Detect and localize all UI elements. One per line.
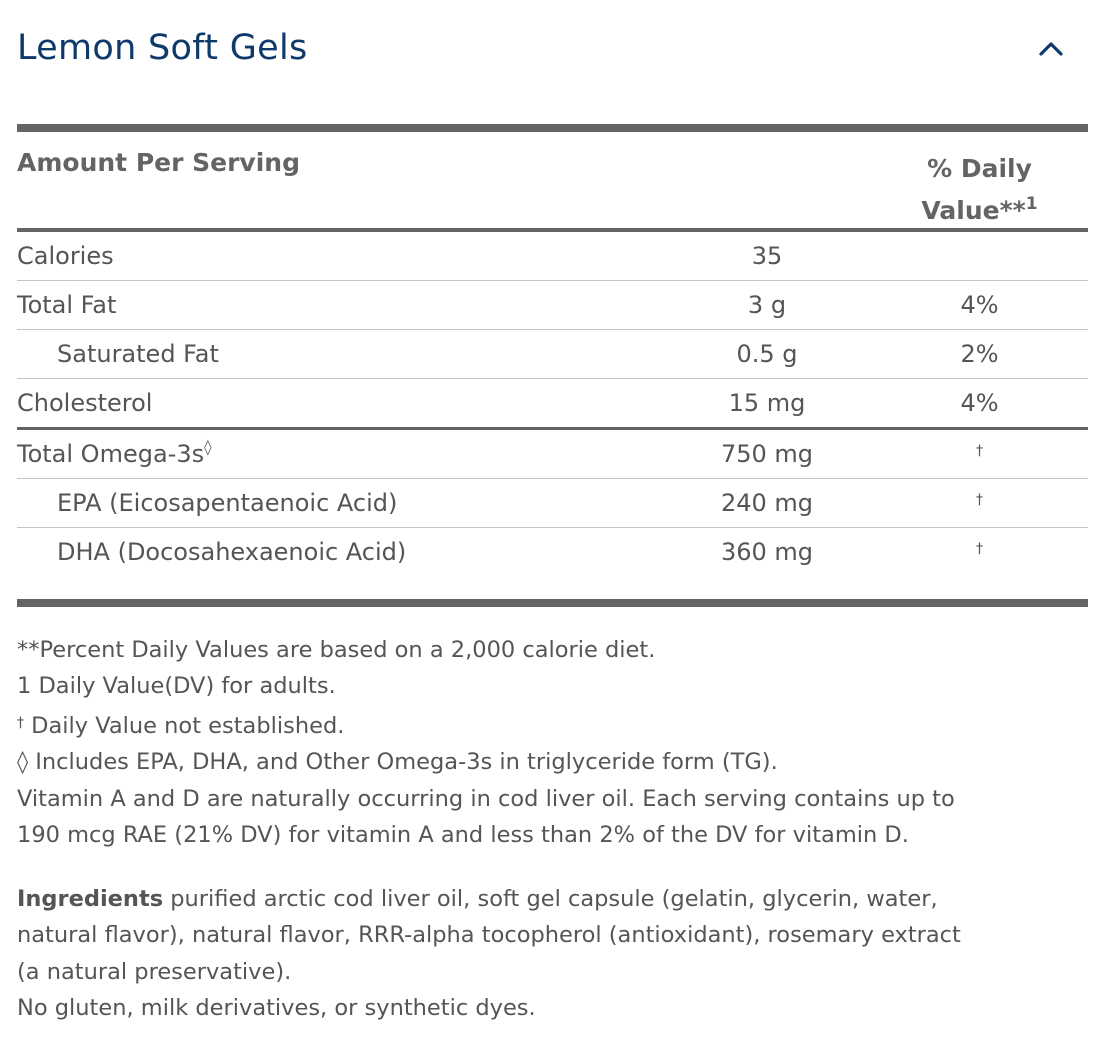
footnote-dagger (17, 705, 1092, 744)
allergen-note: No gluten, milk derivatives, or synthetic dyes. (17, 995, 536, 1022)
footnote-vitamins-line1: Vitamin A and D are naturally occurring in cod liver oil. Each serving contains up to (17, 785, 955, 812)
footnote-dagger-text: Daily Value not established. (24, 712, 345, 739)
nutrient-name: Cholesterol (17, 389, 153, 417)
nutrient-name: Calories (17, 242, 114, 270)
daily-value-header-sup: 1 (1025, 194, 1038, 214)
ingredients-line2: natural flavor), natural flavor, RRR-alpha tocopherol (antioxidant), rosemary extract (17, 922, 961, 949)
daily-value-header-line2: Value** (921, 196, 1026, 225)
footnote-dv-basis: **Percent Daily Values are based on a 2,000 calorie diet. (17, 637, 656, 663)
nutrient-name: EPA (Eicosapentaenoic Acid) (57, 489, 398, 517)
nutrient-name-text: Total Omega-3s (17, 440, 205, 468)
nutrient-daily-value: † (976, 541, 983, 557)
dagger-symbol: † (17, 714, 24, 731)
nutrient-daily-value: 4% (960, 291, 999, 319)
daily-value-header (907, 148, 1052, 232)
nutrient-name: DHA (Docosahexaenoic Acid) (57, 538, 407, 566)
nutrient-name (17, 430, 212, 478)
lozenge-symbol: ◊ (204, 438, 212, 456)
table-bottom-spacer (17, 576, 1088, 599)
ingredients-section (17, 881, 1092, 1027)
nutrient-daily-value: † (976, 443, 983, 459)
footnote-vitamins-line2: 190 mcg RAE (21% DV) for vitamin A and less than 2% of the DV for vitamin D. (17, 822, 909, 849)
amount-per-serving-header: Amount Per Serving (17, 148, 300, 177)
nutrient-daily-value: † (976, 492, 983, 508)
nutrient-amount: 0.5 g (736, 340, 798, 368)
nutrient-amount: 3 g (747, 291, 787, 319)
daily-value-header-line1: % Daily (927, 154, 1032, 183)
ingredients-label: Ingredients (17, 886, 164, 912)
nutrient-amount: 15 mg (728, 389, 806, 417)
bottom-rule (17, 599, 1088, 607)
table-row (17, 232, 1088, 280)
table-row (17, 330, 1088, 378)
table-row (17, 379, 1088, 427)
top-rule (17, 124, 1088, 132)
ingredients-text: purified arctic cod liver oil, soft gel capsule (gelatin, glycerin, water, (163, 886, 938, 912)
nutrition-facts-table (17, 124, 1088, 607)
nutrient-amount: 240 mg (720, 489, 814, 517)
ingredients-line1 (17, 881, 1092, 917)
nutrient-name: Total Fat (17, 291, 117, 319)
nutrient-daily-value: 2% (960, 340, 999, 368)
product-title: Lemon Soft Gels (17, 28, 308, 68)
table-row (17, 281, 1088, 329)
nutrient-daily-value: 4% (960, 389, 999, 417)
table-row (17, 430, 1088, 478)
nutrient-amount: 35 (751, 242, 783, 270)
nutrient-amount: 360 mg (720, 538, 814, 566)
table-row (17, 479, 1088, 527)
chevron-up-icon (1034, 32, 1068, 66)
nutrient-amount: 750 mg (720, 440, 814, 468)
table-header-row (17, 132, 1088, 228)
ingredients-line3: (a natural preservative). (17, 958, 292, 985)
table-row (17, 528, 1088, 576)
nutrient-name: Saturated Fat (57, 340, 219, 368)
section-header[interactable] (17, 22, 1088, 78)
footnote-dv-adults: 1 Daily Value(DV) for adults. (17, 673, 336, 700)
footnotes (17, 632, 1092, 853)
collapse-button[interactable] (1034, 32, 1068, 66)
footnote-lozenge: ◊ Includes EPA, DHA, and Other Omega-3s in triglyceride form (TG). (17, 749, 778, 776)
